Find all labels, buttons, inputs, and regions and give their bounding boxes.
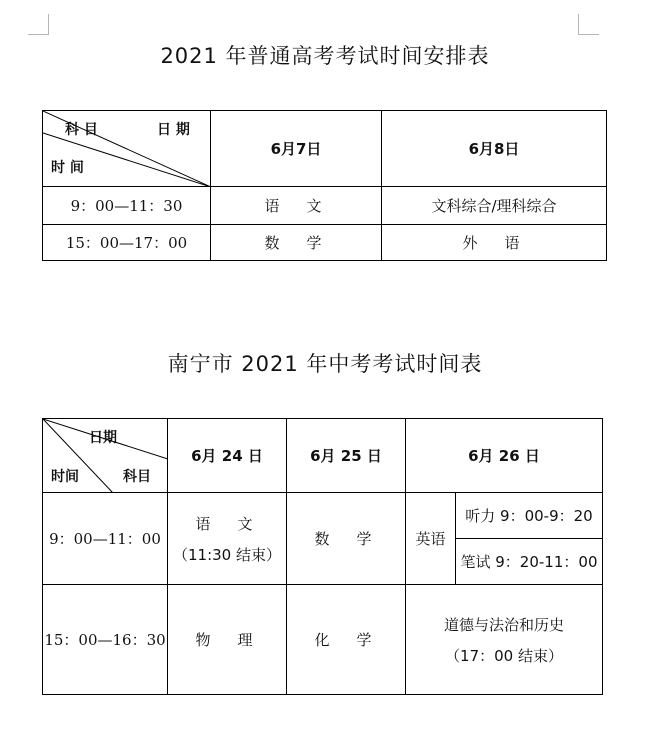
date-header: 6月 26 日 [406,419,603,493]
subject-cell: 数 学 [211,225,382,261]
subject-name: 语 文 [195,514,259,533]
date-header: 6月8日 [382,111,607,187]
date-header: 6月 25 日 [287,419,406,493]
subject-cell: 物 理 [168,585,287,695]
date-label: 日期 [89,430,117,446]
end-time-note: （17：00 结束） [445,646,563,665]
subject-cell: 英语 [406,493,456,585]
time-label: 时 间 [51,160,84,176]
zhongkao-schedule-table [42,418,603,695]
date-header: 6月 24 日 [168,419,287,493]
gaokao-title: 2021 年普通高考考试时间安排表 [160,44,490,68]
date-label: 日 期 [157,122,190,138]
end-time-note: （11:30 结束） [173,545,281,564]
subject-cell [406,585,603,695]
subject-label: 科 目 [65,122,98,138]
subject-cell: 化 学 [287,585,406,695]
page-corner-mark [578,14,599,35]
subject-name: 道德与法治和历史 [444,615,565,634]
gaokao-schedule-table [42,110,607,261]
subject-cell: 文科综合/理科综合 [382,187,607,225]
subject-cell [168,493,287,585]
time-cell: 9：00—11：00 [43,493,168,585]
listening-cell: 听力 9：00-9：20 [456,493,603,539]
time-label: 时间 [51,469,79,485]
time-cell: 9：00—11：30 [43,187,211,225]
diagonal-header-cell [43,111,211,187]
written-cell: 笔试 9：20-11：00 [456,539,603,585]
subject-cell: 语 文 [211,187,382,225]
subject-cell: 数 学 [287,493,406,585]
diagonal-header-cell [43,419,168,493]
date-header: 6月7日 [211,111,382,187]
subject-cell: 外 语 [382,225,607,261]
time-cell: 15：00—16：30 [43,585,168,695]
subject-label: 科目 [123,469,151,485]
page-corner-mark [28,14,49,35]
time-cell: 15：00—17：00 [43,225,211,261]
zhongkao-title: 南宁市 2021 年中考考试时间表 [167,352,483,376]
